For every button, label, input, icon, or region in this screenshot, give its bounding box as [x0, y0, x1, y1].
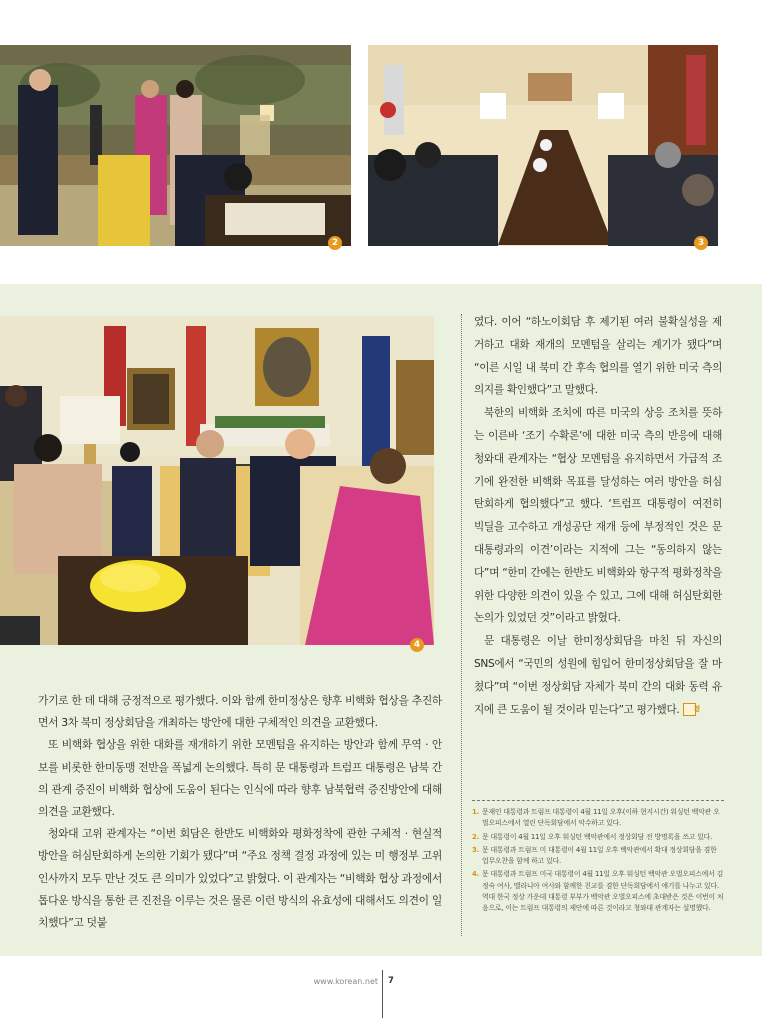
caption-item: [472, 832, 724, 843]
caption-text: 문 대통령과 트럼프 미국 대통령이 4월 11일 오후 워싱턴 백악관 오벌오피스에서 김정숙 여사, 멜라니아 여사와 함께한 친교를 겸한 단독회담에서 얘기를 나누고 있다. 역대 한국 정상 가운데 대통령 부부가 백악관 오벌오피스에 초대받은 것은 이번이 처음으로, 이는 트럼프 대통령의 제안에 따른 것이라고 청와대 관계자는 설명했다.: [482, 870, 724, 913]
column-divider: [461, 314, 462, 936]
photo2-number-badge: 2: [328, 236, 342, 250]
caption-text: 문 대통령이 4월 11일 오후 워싱턴 백악관에서 정상회담 전 방명록을 쓰고 있다.: [482, 832, 713, 841]
caption-number: 3.: [472, 845, 480, 854]
captions-divider: [472, 800, 724, 801]
photo3-number-badge: 3: [694, 236, 708, 250]
caption-number: 2.: [472, 832, 480, 841]
footer-website: www.korean.net: [313, 977, 378, 986]
photo-expanded-summit: [368, 45, 718, 246]
bottom-paragraph-1: 가기로 한 데 대해 긍정적으로 평가했다. 이와 함께 한미정상은 향후 비핵화 협상을 추진하면서 3차 북미 정상회담을 개최하는 방안에 대한 구체적인 의견을 교환했다.: [38, 694, 442, 730]
caption-text: 문 대통령과 트럼프 미 대통령이 4월 11일 오후 백악관에서 확대 정상회담을 겸한 업무오찬을 함께 하고 있다.: [482, 845, 717, 866]
article-right-column: [474, 311, 722, 721]
bottom-paragraph-2: 또 비핵화 협상을 위한 대화를 재개하기 위한 모멘텀을 유지하는 방안과 함께 무역 · 안보를 비롯한 한미동맹 전반을 폭넓게 논의했다. 특히 문 대통령과 트럼프 대통령은 남북 간의 관계 증진이 비핵화 협상에 도움이 된다는 인식에 따라 향후 남북협력 증진방안에 대해 의견을 교환했다.: [38, 738, 442, 819]
caption-number: 4.: [472, 870, 480, 879]
caption-item: [472, 869, 724, 914]
right-paragraph-3: [474, 630, 722, 721]
caption-number: 1.: [472, 808, 480, 816]
photo-oval-office-meeting: [0, 316, 434, 645]
caption-item: [472, 845, 724, 868]
article-bottom-text: [38, 690, 442, 934]
photo-captions: [472, 800, 724, 917]
bottom-paragraph-3: 청와대 고위 관계자는 “이번 회담은 한반도 비핵화와 평화정착에 관한 구체적 · 현실적 방안을 허심탄회하게 논의한 기회가 됐다”며 “주요 정책 결정 과정에 있는 미 행정부 고위 인사까지 모두 만난 것도 큰 의미가 있었다”고 밝혔다. 이 관계자는 “비핵화 협상 과정에서 톱다운 방식을 통한 큰 진전을 이루는 것은 물론 이런 방식의 유효성에 대해서도 의견이 일치했다”고 덧붙: [38, 827, 442, 930]
footer-divider: [382, 970, 383, 1018]
photo4-number-badge: 4: [410, 638, 424, 652]
caption-text: 문재인 대통령과 트럼프 대통령이 4월 11일 오후(이하 현지시간) 워싱턴 백악관 오벌오피스에서 열린 단독회담에서 악수하고 있다.: [482, 808, 720, 828]
right-paragraph-1: 였다. 이어 “하노이회담 후 제기된 여러 불확실성을 제거하고 대화 재개의 모멘텀을 살리는 계기가 됐다”며 “이른 시일 내 북미 간 후속 협의를 열기 위한 미국 측의 의지를 확인했다”고 말했다.: [474, 316, 722, 397]
right-paragraph-2: 북한의 비핵화 조치에 따른 미국의 상응 조치를 뜻하는 이른바 ‘조기 수확론’에 대한 미국 측의 반응에 대해 청와대 관계자는 “협상 모멘텀을 유지하면서 가급적 조기에 완전한 비핵화 목표를 달성하는 여러 방안을 허심탄회하게 협의했다”고 했다. ‘트럼프 대통령이 여전히 빅딜을 고수하고 개성공단 재개 등에 부정적인 것은 문 대통령과의 이견’이라는 지적에 그는 “동의하지 않는다”며 “한미 간에는 한반도 비핵화와 항구적 평화정착을 위한 다양한 의견이 있을 수 있고, 그에 대해 허심탄회한 논의가 있었던 것”이라고 밝혔다.: [474, 407, 722, 625]
caption-item: [472, 807, 724, 830]
article-end-mark-icon: 정: [683, 703, 696, 716]
photo-guestbook-signing: [0, 45, 351, 246]
page-number: 7: [388, 976, 394, 986]
right-paragraph-3-text: 문 대통령은 이날 한미정상회담을 마친 뒤 자신의 SNS에서 “국민의 성원에 힘입어 한미정상회담을 잘 마쳤다”며 “이번 정상회담 자체가 북미 간의 대화 동력 유지에 큰 도움이 될 것이라 믿는다”고 평가했다.: [474, 635, 722, 716]
